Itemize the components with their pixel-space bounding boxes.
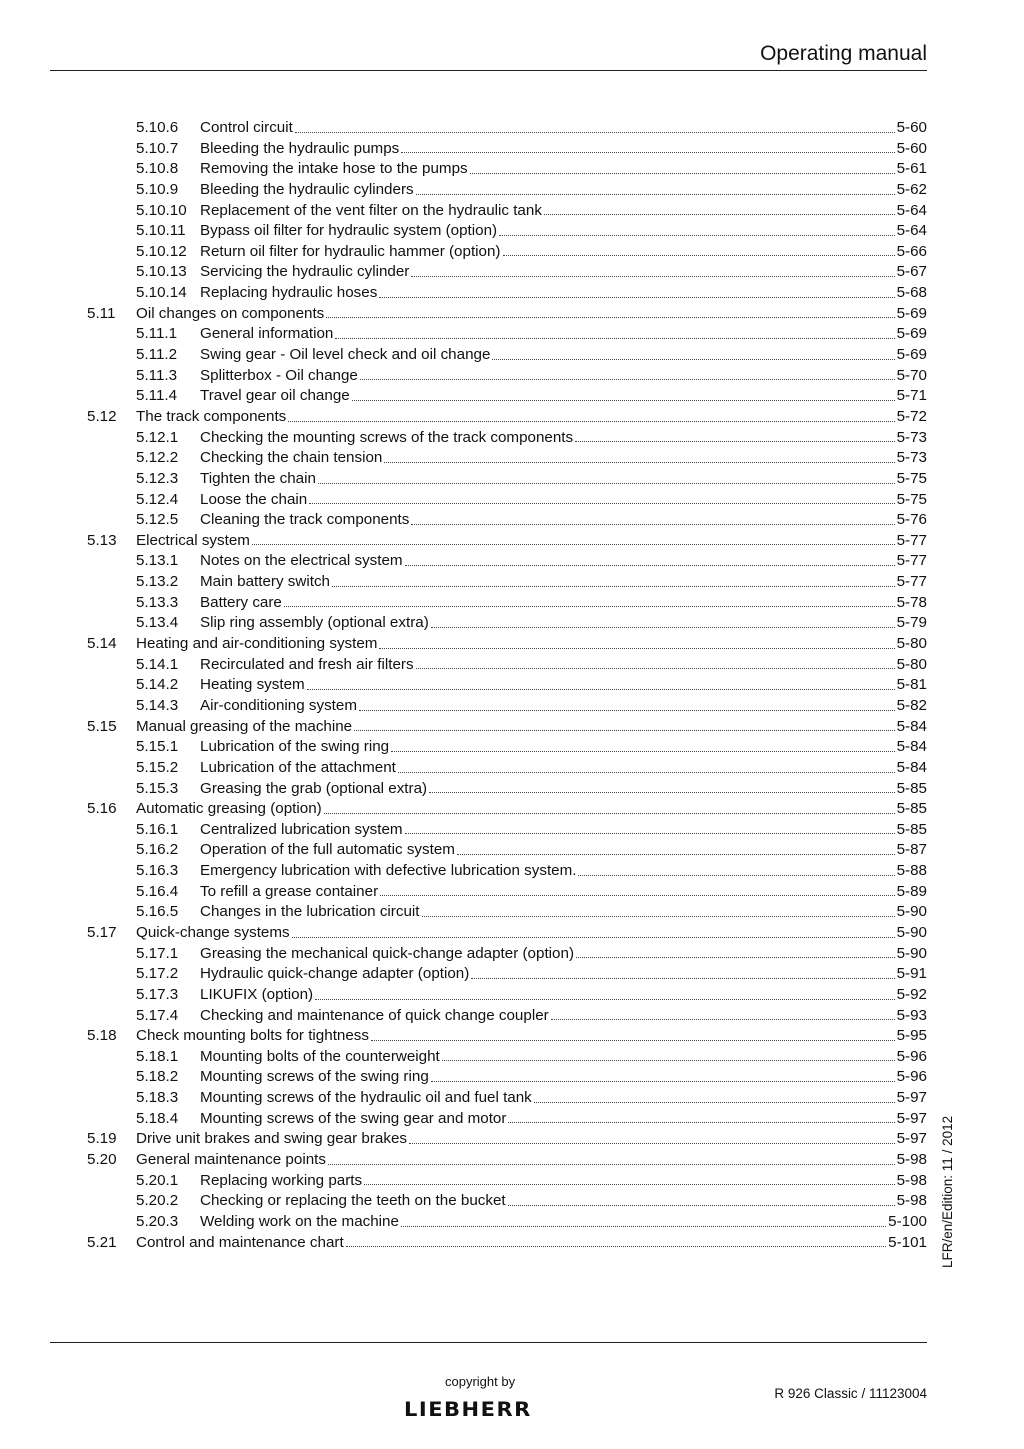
toc-entry[interactable] <box>87 510 927 531</box>
toc-title: Checking the chain tension <box>200 449 383 467</box>
toc-entry[interactable] <box>87 882 927 903</box>
toc-page-number: 5-78 <box>896 593 927 611</box>
page-header-title: Operating manual <box>760 42 927 65</box>
toc-page-number: 5-69 <box>896 304 927 322</box>
toc-page-number: 5-77 <box>896 531 927 549</box>
toc-section-number: 5.11 <box>87 304 116 322</box>
toc-entry[interactable] <box>87 490 927 511</box>
toc-title: Drive unit brakes and swing gear brakes <box>136 1130 407 1148</box>
toc-entry[interactable] <box>87 551 927 572</box>
toc-title: LIKUFIX (option) <box>200 985 314 1003</box>
toc-leader-dots <box>335 338 894 339</box>
logo-wordmark: LIEBHERR <box>404 1398 532 1421</box>
toc-entry[interactable] <box>87 324 927 345</box>
toc-title: Control and maintenance chart <box>136 1233 344 1251</box>
toc-leader-dots <box>252 544 895 545</box>
toc-leader-dots <box>405 833 895 834</box>
toc-page-number: 5-98 <box>896 1192 927 1210</box>
toc-title: General information <box>200 325 334 343</box>
toc-entry[interactable] <box>87 675 927 696</box>
toc-subsection-number: 5.12.4 <box>136 490 179 508</box>
toc-title: Lubrication of the attachment <box>200 758 396 776</box>
toc-page-number: 5-84 <box>896 758 927 776</box>
toc-leader-dots <box>411 276 894 277</box>
toc-title: Recirculated and fresh air filters <box>200 655 414 673</box>
toc-entry[interactable] <box>87 118 927 139</box>
toc-entry[interactable] <box>87 1171 927 1192</box>
copyright-text: copyright by <box>445 1374 516 1389</box>
toc-leader-dots <box>295 132 895 133</box>
toc-subsection-number: 5.10.9 <box>136 180 179 198</box>
toc-entry[interactable] <box>87 304 927 325</box>
toc-title: The track components <box>136 407 287 425</box>
toc-title: Electrical system <box>136 531 250 549</box>
edition-label: LFR/en/Edition: 11 / 2012 <box>940 1115 955 1268</box>
toc-leader-dots <box>315 999 894 1000</box>
toc-leader-dots <box>346 1246 886 1247</box>
toc-title: Hydraulic quick-change adapter (option) <box>200 965 470 983</box>
toc-entry[interactable] <box>87 1233 927 1254</box>
toc-page-number: 5-64 <box>896 201 927 219</box>
toc-page-number: 5-98 <box>896 1151 927 1169</box>
toc-subsection-number: 5.13.3 <box>136 593 179 611</box>
toc-subsection-number: 5.10.13 <box>136 263 187 281</box>
toc-entry[interactable] <box>87 964 927 985</box>
toc-title: Bleeding the hydraulic pumps <box>200 139 400 157</box>
toc-entry[interactable] <box>87 1150 927 1171</box>
toc-title: Heating and air-conditioning system <box>136 635 378 653</box>
toc-leader-dots <box>575 441 894 442</box>
toc-leader-dots <box>576 957 895 958</box>
toc-leader-dots <box>352 400 895 401</box>
toc-subsection-number: 5.16.2 <box>136 841 179 859</box>
toc-entry[interactable] <box>87 201 927 222</box>
toc-page-number: 5-97 <box>896 1089 927 1107</box>
toc-title: Mounting bolts of the counterweight <box>200 1047 440 1065</box>
toc-leader-dots <box>457 854 895 855</box>
toc-subsection-number: 5.10.6 <box>136 119 179 136</box>
toc-page-number: 5-87 <box>896 841 927 859</box>
toc-title: Check mounting bolts for tightness <box>136 1027 369 1045</box>
toc-subsection-number: 5.17.1 <box>136 944 179 962</box>
toc-title: Notes on the electrical system <box>200 552 403 570</box>
toc-subsection-number: 5.17.3 <box>136 985 179 1003</box>
toc-subsection-number: 5.20.1 <box>136 1171 179 1189</box>
toc-title: Greasing the mechanical quick-change adapter (option) <box>200 944 574 962</box>
toc-entry[interactable] <box>87 985 927 1006</box>
toc-subsection-number: 5.10.11 <box>136 222 186 240</box>
toc-page-number: 5-71 <box>896 387 927 405</box>
toc-entry[interactable] <box>87 593 927 614</box>
toc-page-number: 5-79 <box>896 614 927 632</box>
toc-entry[interactable] <box>87 1129 927 1150</box>
toc-page-number: 5-97 <box>896 1109 927 1127</box>
toc-entry[interactable] <box>87 1026 927 1047</box>
toc-subsection-number: 5.13.2 <box>136 573 179 591</box>
toc-leader-dots <box>328 1164 895 1165</box>
toc-page-number: 5-84 <box>896 717 927 735</box>
toc-section-number: 5.18 <box>87 1027 117 1045</box>
toc-title: Splitterbox - Oil change <box>200 366 358 384</box>
toc-subsection-number: 5.14.1 <box>136 655 179 673</box>
toc-leader-dots <box>359 710 895 711</box>
toc-leader-dots <box>551 1019 895 1020</box>
toc-page-number: 5-81 <box>896 676 927 694</box>
toc-leader-dots <box>284 606 895 607</box>
toc-page-number: 5-76 <box>896 511 927 529</box>
toc-page-number: 5-85 <box>896 779 927 797</box>
toc-section-number: 5.15 <box>87 717 117 735</box>
toc-page-number: 5-98 <box>896 1171 927 1189</box>
toc-page-number: 5-89 <box>896 882 927 900</box>
toc-title: Servicing the hydraulic cylinder <box>200 263 410 281</box>
toc-page-number: 5-60 <box>896 139 927 157</box>
toc-leader-dots <box>318 483 895 484</box>
toc-entry[interactable] <box>87 386 927 407</box>
toc-page-number: 5-85 <box>896 800 927 818</box>
table-of-contents <box>87 118 927 1253</box>
toc-subsection-number: 5.16.5 <box>136 903 179 921</box>
toc-leader-dots <box>288 421 894 422</box>
toc-page-number: 5-97 <box>896 1130 927 1148</box>
toc-page-number: 5-96 <box>896 1068 927 1086</box>
toc-page-number: 5-67 <box>896 263 927 281</box>
toc-title: Slip ring assembly (optional extra) <box>200 614 429 632</box>
toc-entry[interactable] <box>87 531 927 552</box>
toc-leader-dots <box>391 751 894 752</box>
toc-entry[interactable] <box>87 1088 927 1109</box>
toc-entry[interactable] <box>87 345 927 366</box>
toc-entry[interactable] <box>87 1212 927 1233</box>
toc-subsection-number: 5.11.1 <box>136 325 178 343</box>
toc-leader-dots <box>371 1040 895 1041</box>
toc-title: Emergency lubrication with defective lubrication system. <box>200 862 577 880</box>
toc-title: Control circuit <box>200 119 293 136</box>
toc-title: Quick-change systems <box>136 923 290 941</box>
toc-leader-dots <box>534 1102 895 1103</box>
toc-leader-dots <box>471 978 894 979</box>
toc-subsection-number: 5.10.10 <box>136 201 187 219</box>
toc-page-number: 5-93 <box>896 1006 927 1024</box>
toc-page-number: 5-77 <box>896 573 927 591</box>
toc-section-number: 5.19 <box>87 1130 117 1148</box>
toc-entry[interactable] <box>87 221 927 242</box>
toc-leader-dots <box>379 648 894 649</box>
toc-leader-dots <box>470 173 895 174</box>
toc-leader-dots <box>309 503 894 504</box>
toc-page-number: 5-66 <box>896 242 927 260</box>
toc-subsection-number: 5.18.2 <box>136 1068 179 1086</box>
toc-page-number: 5-77 <box>896 552 927 570</box>
toc-page-number: 5-80 <box>896 655 927 673</box>
toc-leader-dots <box>431 1081 895 1082</box>
toc-subsection-number: 5.18.4 <box>136 1109 179 1127</box>
toc-entry[interactable] <box>87 180 927 201</box>
toc-leader-dots <box>380 895 894 896</box>
toc-entry[interactable] <box>87 428 927 449</box>
toc-page-number: 5-60 <box>896 119 927 136</box>
toc-leader-dots <box>503 255 895 256</box>
toc-entry[interactable] <box>87 779 927 800</box>
toc-leader-dots <box>324 813 895 814</box>
toc-leader-dots <box>411 524 894 525</box>
toc-leader-dots <box>401 1226 886 1227</box>
toc-section-number: 5.21 <box>87 1233 117 1251</box>
toc-title: Greasing the grab (optional extra) <box>200 779 428 797</box>
toc-title: To refill a grease container <box>200 882 379 900</box>
toc-title: General maintenance points <box>136 1151 326 1169</box>
toc-entry[interactable] <box>87 1109 927 1130</box>
toc-entry[interactable] <box>87 1006 927 1027</box>
toc-leader-dots <box>499 235 894 236</box>
toc-subsection-number: 5.11.4 <box>136 387 178 405</box>
toc-title: Air-conditioning system <box>200 696 357 714</box>
toc-leader-dots <box>326 317 894 318</box>
toc-entry[interactable] <box>87 613 927 634</box>
toc-subsection-number: 5.16.3 <box>136 862 179 880</box>
toc-page-number: 5-92 <box>896 985 927 1003</box>
toc-page-number: 5-68 <box>896 284 927 302</box>
toc-subsection-number: 5.12.3 <box>136 469 179 487</box>
toc-leader-dots <box>431 627 895 628</box>
toc-entry[interactable] <box>87 448 927 469</box>
liebherr-logo <box>404 1400 564 1420</box>
toc-subsection-number: 5.20.3 <box>136 1212 179 1230</box>
toc-title: Cleaning the track components <box>200 511 410 529</box>
toc-page-number: 5-90 <box>896 944 927 962</box>
toc-leader-dots <box>384 462 894 463</box>
toc-entry[interactable] <box>87 923 927 944</box>
toc-page-number: 5-88 <box>896 862 927 880</box>
toc-page-number: 5-70 <box>896 366 927 384</box>
toc-title: Travel gear oil change <box>200 387 350 405</box>
toc-entry[interactable] <box>87 572 927 593</box>
toc-section-number: 5.16 <box>87 800 117 818</box>
toc-page-number: 5-69 <box>896 325 927 343</box>
toc-title: Tighten the chain <box>200 469 316 487</box>
toc-title: Swing gear - Oil level check and oil change <box>200 346 491 364</box>
toc-subsection-number: 5.13.1 <box>136 552 179 570</box>
toc-subsection-number: 5.15.3 <box>136 779 179 797</box>
toc-entry[interactable] <box>87 799 927 820</box>
toc-subsection-number: 5.14.3 <box>136 696 179 714</box>
toc-subsection-number: 5.10.7 <box>136 139 179 157</box>
toc-entry[interactable] <box>87 944 927 965</box>
toc-title: Welding work on the machine <box>200 1212 399 1230</box>
toc-page-number: 5-95 <box>896 1027 927 1045</box>
toc-subsection-number: 5.12.1 <box>136 428 179 446</box>
toc-page-number: 5-100 <box>888 1212 927 1230</box>
toc-subsection-number: 5.17.2 <box>136 965 179 983</box>
toc-title: Heating system <box>200 676 305 694</box>
toc-leader-dots <box>508 1122 894 1123</box>
toc-page-number: 5-85 <box>896 820 927 838</box>
toc-entry[interactable] <box>87 262 927 283</box>
toc-title: Main battery switch <box>200 573 330 591</box>
toc-title: Bleeding the hydraulic cylinders <box>200 180 414 198</box>
toc-subsection-number: 5.11.2 <box>136 346 178 364</box>
toc-page-number: 5-72 <box>896 407 927 425</box>
toc-page-number: 5-75 <box>896 490 927 508</box>
toc-page-number: 5-75 <box>896 469 927 487</box>
toc-title: Removing the intake hose to the pumps <box>200 160 468 178</box>
toc-subsection-number: 5.12.5 <box>136 511 179 529</box>
toc-page-number: 5-101 <box>888 1233 927 1251</box>
toc-subsection-number: 5.16.1 <box>136 820 179 838</box>
toc-title: Manual greasing of the machine <box>136 717 353 735</box>
toc-title: Oil changes on components <box>136 304 325 322</box>
toc-entry[interactable] <box>87 159 927 180</box>
toc-subsection-number: 5.10.14 <box>136 284 187 302</box>
toc-title: Checking and maintenance of quick change coupler <box>200 1006 549 1024</box>
toc-leader-dots <box>442 1060 895 1061</box>
toc-title: Return oil filter for hydraulic hammer (option) <box>200 242 501 260</box>
toc-entry[interactable] <box>87 242 927 263</box>
toc-subsection-number: 5.16.4 <box>136 882 179 900</box>
toc-leader-dots <box>364 1184 895 1185</box>
toc-entry[interactable] <box>87 655 927 676</box>
toc-page-number: 5-69 <box>896 346 927 364</box>
toc-entry[interactable] <box>87 820 927 841</box>
header-divider <box>50 70 927 71</box>
toc-title: Mounting screws of the hydraulic oil and fuel tank <box>200 1089 532 1107</box>
toc-title: Checking the mounting screws of the track components <box>200 428 574 446</box>
toc-page-number: 5-61 <box>896 160 927 178</box>
toc-title: Mounting screws of the swing gear and motor <box>200 1109 507 1127</box>
toc-title: Replacing working parts <box>200 1171 363 1189</box>
toc-leader-dots <box>416 194 895 195</box>
toc-subsection-number: 5.18.3 <box>136 1089 179 1107</box>
toc-entry[interactable] <box>87 717 927 738</box>
toc-page-number: 5-64 <box>896 222 927 240</box>
document-reference: R 926 Classic / 11123004 <box>774 1386 927 1401</box>
toc-leader-dots <box>360 379 895 380</box>
toc-leader-dots <box>332 586 895 587</box>
toc-title: Replacing hydraulic hoses <box>200 284 378 302</box>
toc-title: Operation of the full automatic system <box>200 841 455 859</box>
toc-entry[interactable] <box>87 861 927 882</box>
toc-title: Checking or replacing the teeth on the bucket <box>200 1192 506 1210</box>
toc-page-number: 5-90 <box>896 903 927 921</box>
toc-title: Changes in the lubrication circuit <box>200 903 420 921</box>
toc-entry[interactable] <box>87 407 927 428</box>
toc-subsection-number: 5.18.1 <box>136 1047 179 1065</box>
toc-leader-dots <box>508 1205 895 1206</box>
toc-page-number: 5-62 <box>896 180 927 198</box>
footer-divider <box>50 1342 927 1343</box>
toc-entry[interactable] <box>87 758 927 779</box>
toc-page-number: 5-80 <box>896 635 927 653</box>
toc-subsection-number: 5.15.2 <box>136 758 179 776</box>
toc-entry[interactable] <box>87 1067 927 1088</box>
toc-entry[interactable] <box>87 840 927 861</box>
toc-page-number: 5-73 <box>896 428 927 446</box>
toc-subsection-number: 5.11.3 <box>136 366 178 384</box>
toc-section-number: 5.20 <box>87 1151 117 1169</box>
toc-title: Automatic greasing (option) <box>136 800 322 818</box>
toc-entry[interactable] <box>87 902 927 923</box>
toc-title: Mounting screws of the swing ring <box>200 1068 429 1086</box>
toc-leader-dots <box>492 359 894 360</box>
toc-leader-dots <box>422 916 895 917</box>
toc-entry[interactable] <box>87 696 927 717</box>
toc-page-number: 5-82 <box>896 696 927 714</box>
toc-subsection-number: 5.17.4 <box>136 1006 179 1024</box>
toc-section-number: 5.12 <box>87 407 117 425</box>
toc-leader-dots <box>416 668 895 669</box>
toc-title: Loose the chain <box>200 490 308 508</box>
toc-page-number: 5-73 <box>896 449 927 467</box>
toc-title: Centralized lubrication system <box>200 820 403 838</box>
toc-section-number: 5.14 <box>87 635 117 653</box>
toc-leader-dots <box>578 875 894 876</box>
toc-leader-dots <box>544 214 895 215</box>
toc-entry[interactable] <box>87 139 927 160</box>
toc-subsection-number: 5.13.4 <box>136 614 179 632</box>
toc-title: Lubrication of the swing ring <box>200 738 390 756</box>
toc-leader-dots <box>409 1143 895 1144</box>
toc-title: Replacement of the vent filter on the hydraulic tank <box>200 201 542 219</box>
toc-leader-dots <box>379 297 894 298</box>
toc-entry[interactable] <box>87 283 927 304</box>
toc-page-number: 5-91 <box>896 965 927 983</box>
toc-subsection-number: 5.15.1 <box>136 738 179 756</box>
toc-page-number: 5-84 <box>896 738 927 756</box>
toc-entry[interactable] <box>87 1191 927 1212</box>
toc-entry[interactable] <box>87 366 927 387</box>
toc-subsection-number: 5.12.2 <box>136 449 179 467</box>
toc-section-number: 5.13 <box>87 531 117 549</box>
toc-subsection-number: 5.10.8 <box>136 160 179 178</box>
toc-entry[interactable] <box>87 1047 927 1068</box>
toc-page-number: 5-96 <box>896 1047 927 1065</box>
toc-title: Bypass oil filter for hydraulic system (option) <box>200 222 498 240</box>
toc-entry[interactable] <box>87 634 927 655</box>
toc-entry[interactable] <box>87 737 927 758</box>
toc-section-number: 5.17 <box>87 923 117 941</box>
toc-subsection-number: 5.14.2 <box>136 676 179 694</box>
toc-leader-dots <box>405 565 895 566</box>
toc-entry[interactable] <box>87 469 927 490</box>
toc-page-number: 5-90 <box>896 923 927 941</box>
toc-leader-dots <box>398 772 895 773</box>
toc-leader-dots <box>401 152 894 153</box>
toc-leader-dots <box>429 792 895 793</box>
toc-leader-dots <box>354 730 894 731</box>
toc-subsection-number: 5.20.2 <box>136 1192 179 1210</box>
toc-leader-dots <box>307 689 895 690</box>
toc-subsection-number: 5.10.12 <box>136 242 187 260</box>
toc-title: Battery care <box>200 593 282 611</box>
toc-leader-dots <box>292 937 895 938</box>
